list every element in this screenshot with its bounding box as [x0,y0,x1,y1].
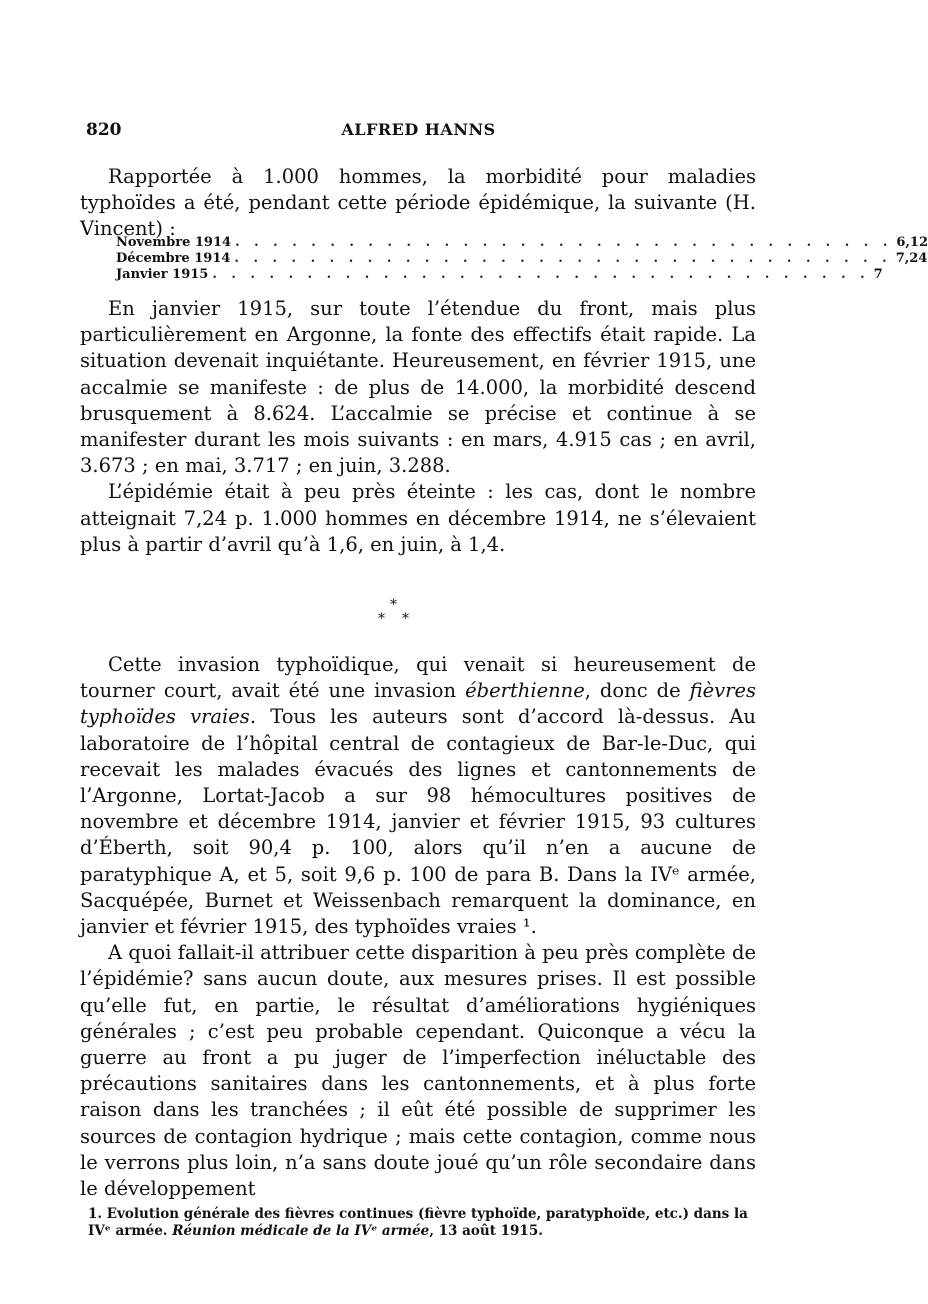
intro-paragraph: Rapportée à 1.000 hommes, la morbidité pour maladies typhoïdes a été, pendant cette période épidémique, la suivante (H. Vincent) : [80,165,756,241]
footnote-text: , 13 août 1915. [429,1223,543,1239]
month-label: Novembre 1914 [116,235,232,250]
morbidity-row [116,235,928,251]
asterism-star: * [390,597,397,613]
footnote-text: 1. Evolution générale des fièvres continues (fièvre typhoïde, paratyphoïde, etc.) dans la IVᵉ armée. [88,1206,748,1239]
month-label: Janvier 1915 [116,267,209,282]
morbidity-value: 7 [873,267,883,282]
paragraph-invasion [80,652,756,940]
page-number: 820 [86,120,122,140]
footnote-italic: Réunion médicale de la IVᵉ armée [172,1223,430,1239]
typhoid-invasion-section [80,652,756,1202]
paragraph-accalmie: En janvier 1915, sur toute l’étendue du front, mais plus particulièrement en Argonne, la fonte des effectifs était rapide. La situation devenait inquiétante. Heureusement, en février 1915, une accalmie se manifeste : de plus de 14.000, la morbidité descend brusquement à 8.624. L’accalmie se précise et continue à se manifester durant les mois suivants : en mars, 4.915 cas ; en avril, 3.673 ; en mai, 3.717 ; en juin, 3.288. [80,297,756,478]
text-run: Cette invasion typhoïdique, qui venait si heureusement de tourner court, avait été une invasion [80,653,756,703]
morbidity-row [116,267,883,283]
month-label: Décembre 1914 [116,251,231,266]
intro-paragraph-block [80,164,756,243]
morbidity-value: 7,24 [895,251,928,266]
asterism-star: * [402,611,409,627]
asterism-star: * [378,611,385,627]
epidemic-decline-section [80,296,756,558]
dot-leader: . . . . . . . . . . . . . . . . . . . . . . . . . . . . . . . . . . . [234,251,892,266]
italic-term: éberthienne [465,679,585,703]
dot-leader: . . . . . . . . . . . . . . . . . . . . . . . . . . . . . . . . . . . [235,235,893,250]
dot-leader: . . . . . . . . . . . . . . . . . . . . . . . . . . . . . . . . . . . [212,267,870,282]
running-head: ALFRED HANNS [341,120,496,139]
italic-term: fièvres typhoïdes vraies [80,679,756,729]
morbidity-table [116,235,928,283]
morbidity-value: 6,12 [896,235,928,250]
section-separator-stars [372,598,422,632]
paragraph-epidemie-eteinte: L’épidémie était à peu près éteinte : les cas, dont le nombre atteignait 7,24 p. 1.000 hommes en décembre 1914, ne s’élevaient plus à partir d’avril qu’à 1,6, en juin, à 1,4. [80,480,756,556]
morbidity-row [116,251,928,267]
page-header [86,120,751,144]
footnote-1 [88,1206,756,1240]
paragraph-disparition: A quoi fallait-il attribuer cette disparition à peu près complète de l’épidémie? sans aucun doute, aux mesures prises. Il est possible qu’elle fut, en partie, le résultat d’améliorations hygiéniques générales ; c’est peu probable cependant. Quiconque a vécu la guerre au front a pu juger de l’imperfection inéluctable des précautions sanitaires dans les cantonnements, et à plus forte raison dans les tranchées ; il eût été possible de supprimer les sources de contagion hydrique ; mais cette contagion, comme nous le verrons plus loin, n’a sans doute joué qu’un rôle secondaire dans le développement [80,941,756,1201]
text-run: , donc de [584,679,690,703]
footnotes [88,1206,756,1240]
text-run: . Tous les auteurs sont d’accord là-dessus. Au laboratoire de l’hôpital central de contagieux de Bar-le-Duc, qui recevait les malades évacués des lignes et cantonnements de l’Argonne, Lortat-Jacob a sur 98 hémocultures positives de novembre et décembre 1914, janvier et février 1915, 93 cultures d’Éberth, soit 90,4 p. 100, alors qu’il n’en a aucune de paratyphique A, et 5, soit 9,6 p. 100 de para B. Dans la IVᵉ armée, Sacquépée, Burnet et Weissenbach remarquent la dominance, en janvier et février 1915, des typhoïdes vraies ¹. [80,705,756,939]
